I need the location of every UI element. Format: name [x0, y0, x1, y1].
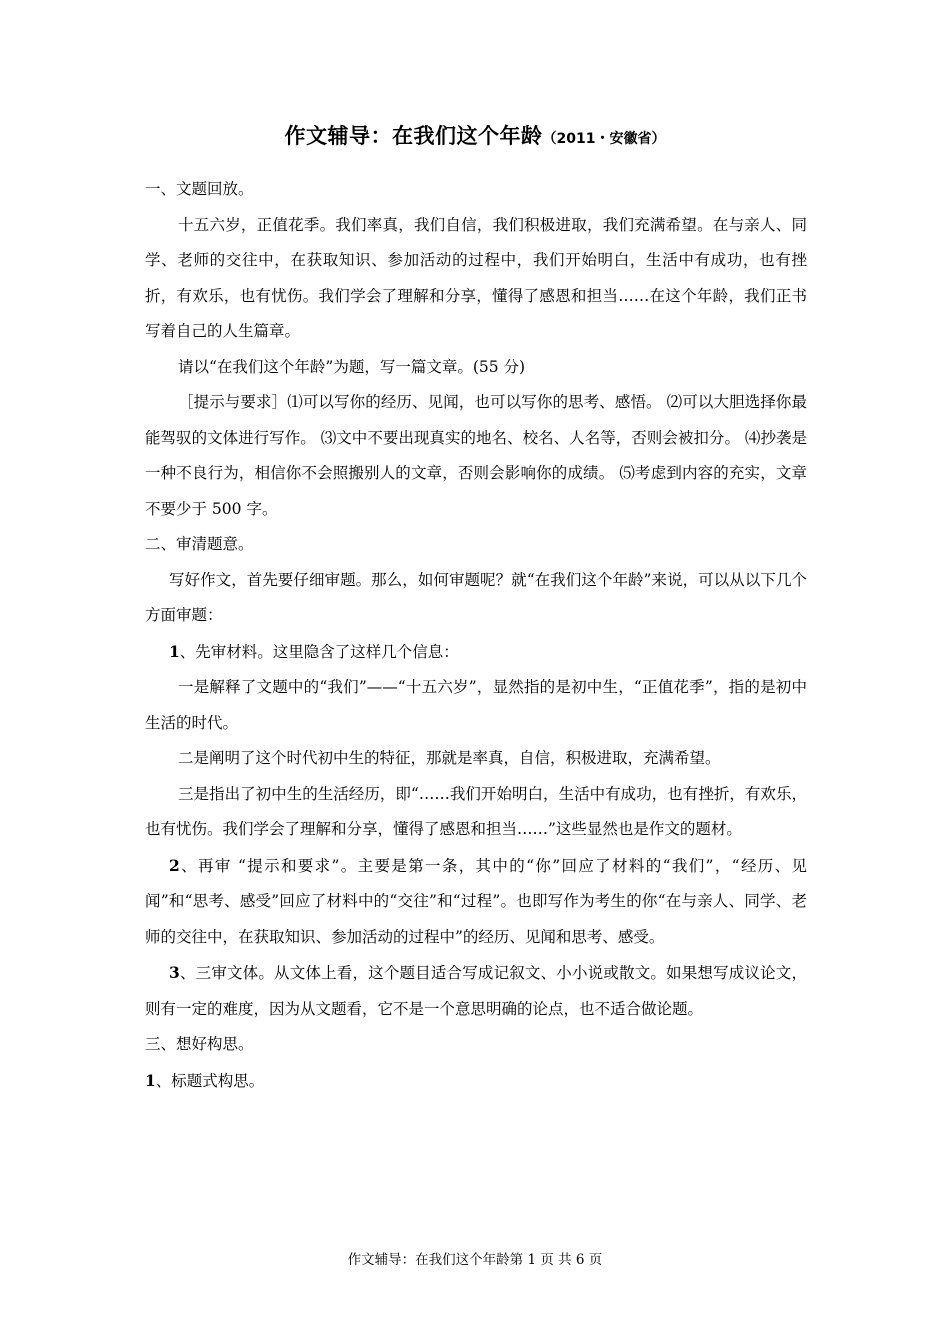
document-title	[0, 120, 950, 150]
page-footer: 作文辅导：在我们这个年龄第 1 页 共 6 页	[347, 1252, 603, 1268]
section-heading-3: 三、想好构思。	[145, 1035, 254, 1053]
title-main: 作文辅导：在我们这个年龄	[284, 124, 543, 148]
item-number: 3	[169, 963, 180, 982]
prompt-instruction: 请以“在我们这个年龄”为题，写一篇文章。(55 分)	[178, 357, 526, 376]
section-heading-1: 一、文题回放。	[145, 180, 254, 198]
analysis-item-2	[145, 848, 807, 956]
title-subtitle: （2011・安徽省）	[542, 131, 666, 147]
document-body	[145, 172, 807, 1099]
item-text: 、三审文体。从文体上看，这个题目适合写成记叙文、小小说或散文。如果想写成议论文，则有一定的难度，因为从文题看，它不是一个意思明确的论点，也不适合做论题。	[145, 964, 807, 1018]
item-text: 、先审材料。这里隐含了这样几个信息：	[179, 642, 459, 661]
item-number: 2	[169, 855, 180, 875]
prompt-requirements: ［提示与要求］⑴可以写你的经历、见闻，也可以写你的思考、感悟。 ⑵可以大胆选择你最能驾驭的文体进行写作。 ⑶文中不要出现真实的地名、校名、人名等，否则会被扣分。 ⑷抄袭是一种不良行为，相信你不会照搬别人的文章，否则会影响你的成绩。 ⑸考虑到内容的充实，文章不要少于 500 字。	[145, 393, 807, 518]
analysis-point-1: 一是解释了文题中的“我们”——“十五六岁”，显然指的是初中生，“正值花季”，指的是初中生活的时代。	[145, 678, 807, 732]
analysis-point-3: 三是指出了初中生的生活经历，即“……我们开始明白，生活中有成功，也有挫折，有欢乐，也有忧伤。我们学会了理解和分享，懂得了感恩和担当……”这些显然也是作文的题材。	[145, 784, 807, 838]
item-number: 1	[169, 641, 180, 661]
section-heading-2: 二、审清题意。	[145, 535, 254, 553]
analysis-item-1	[145, 634, 807, 671]
item-text: 、标题式构思。	[155, 1071, 265, 1090]
item-number: 1	[145, 1070, 156, 1090]
item-text: 、再审 “提示和要求”。主要是第一条，其中的“你”回应了材料的“我们”，“经历、见闻”和“思考、感受”回应了材料中的“交往”和“过程”。也即写作为考生的你“在与亲人、同学、老师的交往中，在获取知识、参加活动的过程中”的经历、见闻和思考、感受。	[145, 856, 807, 946]
conception-item-1	[145, 1063, 807, 1100]
analysis-item-3	[145, 955, 807, 1027]
prompt-paragraph: 十五六岁，正值花季。我们率真，我们自信，我们积极进取，我们充满希望。在与亲人、同学、老师的交往中，在获取知识、参加活动的过程中，我们开始明白，生活中有成功，也有挫折，有欢乐，也有忧伤。我们学会了理解和分享，懂得了感恩和担当……在这个年龄，我们正书写着自己的人生篇章。	[145, 215, 807, 340]
analysis-point-2: 二是阐明了这个时代初中生的特征，那就是率真，自信，积极进取，充满希望。	[178, 749, 721, 767]
analysis-intro: 写好作文，首先要仔细审题。那么，如何审题呢？就“在我们这个年龄”来说，可以从以下几个方面审题：	[145, 570, 807, 624]
